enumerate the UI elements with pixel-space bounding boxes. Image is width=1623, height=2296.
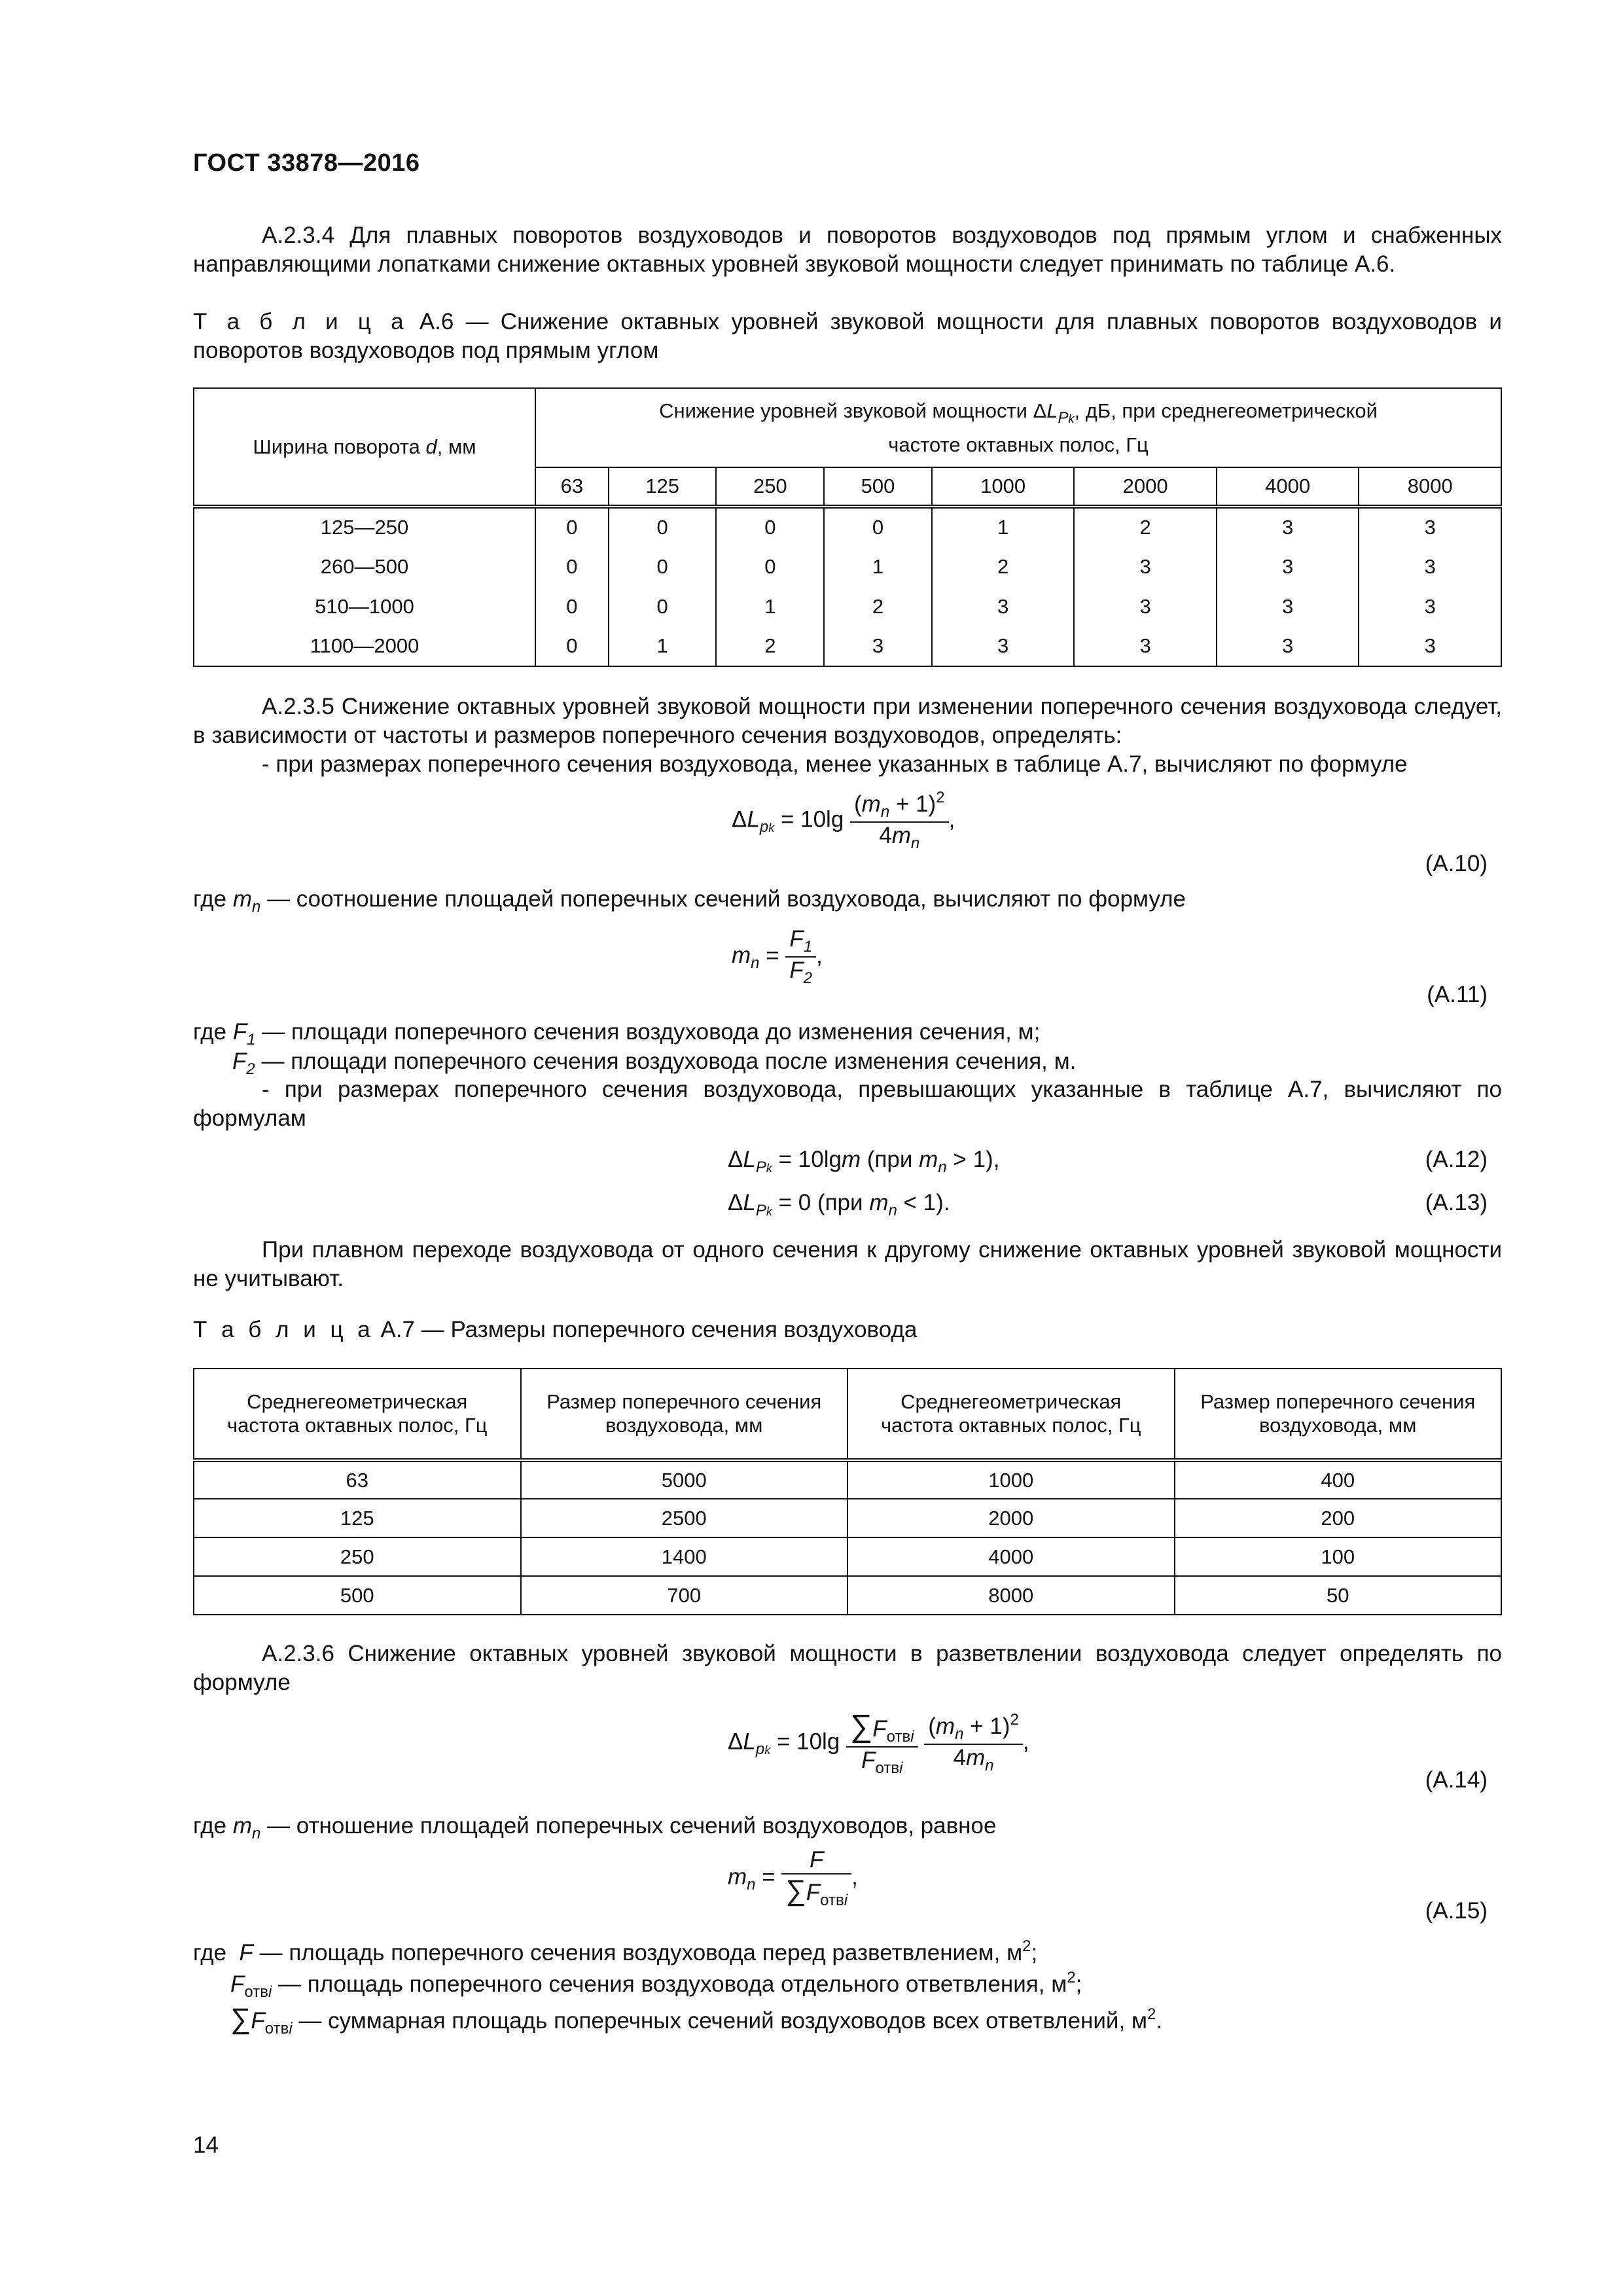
- where-F-text: — площадь поперечного сечения воздуховода перед разветвлением, м: [259, 1940, 1023, 1965]
- table-a6-caption: [193, 308, 1502, 365]
- table-a7-cell: 125: [194, 1499, 521, 1537]
- formula-a12: $\Delta L_{Pk} = 10\lg m$ (при $m_n > 1$),: [728, 1147, 1000, 1176]
- where-sumF: $\sum F_{отвi}$ — суммарная площадь поперечных сечений воздуховодов всех ответвлений, $м^2$.: [230, 2003, 1163, 2037]
- table-a7-cell: 50: [1175, 1576, 1502, 1615]
- formula-a11: $m_n$ = $\frac{F_1}{F_2}$ ,: [732, 926, 823, 987]
- where-F: где F — площадь поперечного сечения воздуховода перед разветвлением, $м^2$;: [193, 1937, 1038, 1965]
- table-row: [194, 1576, 1501, 1615]
- where-mn-2-text: — отношение площадей поперечных сечений воздуховодов, равное: [267, 1813, 997, 1839]
- where-f1-text: — площади поперечного сечения воздуховода до изменения сечения, м;: [262, 1019, 1041, 1045]
- table-a6-cell-value: 3: [1217, 586, 1359, 626]
- table-a6-cell-value: 2: [824, 586, 932, 626]
- table-a7-cell: 1400: [521, 1537, 848, 1576]
- table-a6-cell-value: 3: [1074, 586, 1217, 626]
- table-a6-freq-125: 125: [609, 467, 717, 507]
- where-f2: $F_2$ — площади поперечного сечения воздуховода после изменения сечения, м.: [232, 1049, 1077, 1078]
- paragraph-a235-item1: - при размерах поперечного сечения воздуховода, менее указанных в таблице А.7, вычисляют по формуле: [262, 751, 1408, 777]
- table-a6-cell-value: 0: [824, 507, 932, 547]
- table-a6-freq-4000: 4000: [1217, 467, 1359, 507]
- table-a6-cell-value: 3: [1217, 507, 1359, 547]
- table-a7-cell: 400: [1175, 1460, 1502, 1499]
- table-a6-freq-500: 500: [824, 467, 932, 507]
- formula-a15: $m_n$ = $\frac{F}{\sum F_{отвi}}$ ,: [728, 1847, 858, 1909]
- table-a6-freq-250: 250: [716, 467, 824, 507]
- table-a7-cell: 100: [1175, 1537, 1502, 1576]
- table-a6-cell-value: 3: [1359, 507, 1501, 547]
- document-code: ГОСТ 33878—2016: [193, 149, 420, 177]
- table-a7-cell: 200: [1175, 1499, 1502, 1537]
- table-a7-caption: [193, 1316, 1502, 1344]
- table-a6-cell-value: 3: [932, 626, 1075, 666]
- table-a6-cell-value: 0: [609, 586, 717, 626]
- table-a7-cell: 700: [521, 1576, 848, 1615]
- table-a6-cell-width: 510—1000: [194, 586, 535, 626]
- paragraph-a236: А.2.3.6 Снижение октавных уровней звуковой мощности в разветвлении воздуховода следует определять по формуле: [193, 1641, 1502, 1695]
- table-a7-cell: 2000: [847, 1499, 1175, 1537]
- equation-number-a15: (А.15): [1425, 1898, 1488, 1924]
- page-number: 14: [193, 2132, 219, 2158]
- table-a7-cell: 5000: [521, 1460, 848, 1499]
- where-Fotv-text: — площадь поперечного сечения воздуховода отдельного ответвления, м: [278, 1971, 1067, 1997]
- table-a7-cell: 1000: [847, 1460, 1175, 1499]
- table-a7: [193, 1368, 1502, 1615]
- where-mn-1: где $m_n$ — соотношение площадей поперечных сечений воздуховода, вычисляют по формуле: [193, 886, 1186, 916]
- table-a7-header-0: Среднегеометрическая частота октавных полос, Гц: [194, 1369, 521, 1460]
- paragraph-item2: - при размерах поперечного сечения воздуховода, превышающих указанные в таблице А.7, вычисляют по формулам: [193, 1077, 1502, 1131]
- table-a6-cell-value: 0: [535, 586, 609, 626]
- table-a6-cell-value: 0: [716, 507, 824, 547]
- table-row: [194, 626, 1501, 666]
- table-a6-cell-value: 3: [1359, 626, 1501, 666]
- table-a7-cell: 500: [194, 1576, 521, 1615]
- table-a6-cell-value: 2: [932, 547, 1075, 586]
- table-row: [194, 1499, 1501, 1537]
- table-a7-caption-text: А.7 — Размеры поперечного сечения воздуховода: [374, 1317, 918, 1342]
- table-a6-cell-value: 3: [1074, 626, 1217, 666]
- table-a7-header-row: [194, 1369, 1501, 1460]
- table-a7-header-2: Среднегеометрическая частота октавных полос, Гц: [847, 1369, 1175, 1460]
- table-row: [194, 1460, 1501, 1499]
- table-a6-cell-value: 1: [609, 626, 717, 666]
- equation-number-a11: (А.11): [1427, 982, 1488, 1007]
- table-a6-cell-value: 0: [535, 626, 609, 666]
- table-a6-cell-value: 0: [609, 547, 717, 586]
- table-a6-cell-value: 3: [1217, 626, 1359, 666]
- equation-number-a10: (А.10): [1425, 851, 1488, 876]
- table-a6-cell-value: 2: [1074, 507, 1217, 547]
- table-a7-cell: 8000: [847, 1576, 1175, 1615]
- table-row: [194, 586, 1501, 626]
- table-a6-caption-text: А.6 — Снижение октавных уровней звуковой мощности для плавных поворотов воздуховодов и поворотов воздуховодов под прямым углом: [193, 309, 1502, 363]
- table-a6-cell-value: 3: [932, 586, 1075, 626]
- formula-a14: $\Delta L_{pk} = 10\lg$ $\frac{\sum F_{отвi}}{F_{отвi}}$ $\frac{(m_n + 1)^2}{4m_n}$ ,: [728, 1709, 1029, 1777]
- table-a6-cell-value: 0: [609, 507, 717, 547]
- table-row: [194, 1537, 1501, 1576]
- where-f1: где $F_1$ — площади поперечного сечения воздуховода до изменения сечения, м;: [193, 1019, 1041, 1049]
- table-row: [194, 507, 1501, 547]
- table-a7-cell: 2500: [521, 1499, 848, 1537]
- where-f2-text: — площади поперечного сечения воздуховода после изменения сечения, м.: [261, 1049, 1077, 1074]
- table-a6-cell-width: 1100—2000: [194, 626, 535, 666]
- table-a6-cell-value: 3: [1359, 586, 1501, 626]
- formula-a13: $\Delta L_{Pk} = 0$ (при $m_n < 1$).: [728, 1190, 950, 1219]
- table-a6: [193, 387, 1502, 667]
- table-a6-freq-2000: 2000: [1074, 467, 1217, 507]
- table-a6-cell-value: 0: [535, 507, 609, 547]
- table-a7-cell: 250: [194, 1537, 521, 1576]
- where-mn-2: где $m_n$ — отношение площадей поперечных сечений воздуховодов, равное: [193, 1813, 997, 1842]
- table-a7-header-3: Размер поперечного сечения воздуховода, мм: [1175, 1369, 1502, 1460]
- equation-number-a12: (А.12): [1425, 1147, 1488, 1172]
- table-a6-cell-value: 0: [716, 547, 824, 586]
- table-a6-cell-value: 1: [716, 586, 824, 626]
- table-label: Т а б л и ц а: [193, 309, 408, 334]
- paragraph-a234: А.2.3.4 Для плавных поворотов воздуховодов и поворотов воздуховодов под прямым углом и снабженных направляющими лопатками снижение октавных уровней звуковой мощности следует принимать по таблице А.6.: [193, 223, 1502, 277]
- table-a6-head-group: Снижение уровней звуковой мощности $\Delta L_{Pk}$, дБ, при среднегеометрической частоте октавных полос, Гц: [535, 388, 1501, 467]
- table-a6-cell-width: 260—500: [194, 547, 535, 586]
- table-label: Т а б л и ц а: [193, 1317, 374, 1342]
- table-a6-cell-value: 0: [535, 547, 609, 586]
- formula-a10: $\Delta L_{pk} = 10\lg$ $\frac{(m_n + 1)^2}{4m_n}$ ,: [732, 789, 955, 852]
- table-a7-cell: 63: [194, 1460, 521, 1499]
- table-a6-cell-value: 2: [716, 626, 824, 666]
- table-a6-cell-value: 3: [1359, 547, 1501, 586]
- table-row: [194, 547, 1501, 586]
- table-a6-cell-value: 3: [1074, 547, 1217, 586]
- table-a7-header-1: Размер поперечного сечения воздуховода, мм: [521, 1369, 848, 1460]
- table-a6-cell-width: 125—250: [194, 507, 535, 547]
- where-Fotv: $F_{отвi}$ — площадь поперечного сечения воздуховода отдельного ответвления, $м^2$;: [230, 1969, 1082, 2001]
- table-a6-cell-value: 3: [824, 626, 932, 666]
- where-sumF-text: — суммарная площадь поперечных сечений воздуховодов всех ответвлений, м: [298, 2008, 1147, 2034]
- equation-number-a14: (А.14): [1425, 1767, 1488, 1793]
- equation-number-a13: (А.13): [1425, 1190, 1488, 1215]
- table-a6-head-width: Ширина поворота d, мм: [194, 388, 535, 507]
- where-mn-1-text: — соотношение площадей поперечных сечений воздуховода, вычисляют по формуле: [267, 886, 1186, 912]
- table-a6-freq-1000: 1000: [932, 467, 1075, 507]
- paragraph-a235: А.2.3.5 Снижение октавных уровней звуковой мощности при изменении поперечного сечения воздуховода следует, в зависимости от частоты и размеров поперечного сечения воздуховодов, определять:: [193, 694, 1502, 748]
- table-a6-freq-63: 63: [535, 467, 609, 507]
- table-a6-freq-8000: 8000: [1359, 467, 1501, 507]
- table-a6-cell-value: 1: [932, 507, 1075, 547]
- table-a6-cell-value: 3: [1217, 547, 1359, 586]
- paragraph-smooth-transition: При плавном переходе воздуховода от одного сечения к другому снижение октавных уровней звуковой мощности не учитывают.: [193, 1237, 1502, 1291]
- table-a7-cell: 4000: [847, 1537, 1175, 1576]
- table-a6-cell-value: 1: [824, 547, 932, 586]
